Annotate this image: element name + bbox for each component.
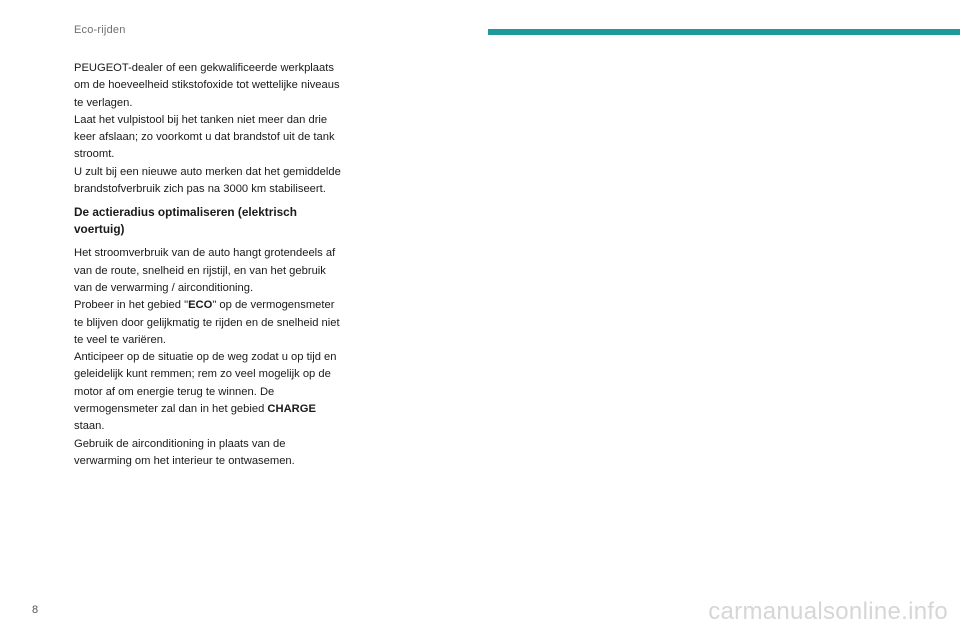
range-paragraph-3 <box>74 349 344 435</box>
intro-paragraph-3: U zult bij een nieuwe auto merken dat het gemiddelde brandstofverbruik zich pas na 3000 km stabiliseert. <box>74 165 341 196</box>
eco-text-after: " op de vermogensmeter te blijven door gelijkmatig te rijden en de snelheid niet te veel te variëren. <box>74 299 340 346</box>
charge-keyword: CHARGE <box>267 403 316 416</box>
range-paragraph-4: Gebruik de airconditioning in plaats van de verwarming om het interieur te ontwasemen. <box>74 437 295 467</box>
charge-text-after: staan. <box>74 420 105 433</box>
range-paragraph-1: Het stroomverbruik van de auto hangt grotendeels af van de route, snelheid en rijstijl, en van het gebruik van de verwarming / airconditioning. <box>74 247 336 294</box>
intro-paragraph-2: Laat het vulpistool bij het tanken niet meer dan drie keer afslaan; zo voorkomt u dat brandstof uit de tank stroomt. <box>74 113 335 161</box>
range-paragraph-2 <box>74 297 344 349</box>
page-number: 8 <box>32 604 39 616</box>
eco-keyword: ECO <box>188 299 213 312</box>
header-accent-bar <box>488 29 960 35</box>
section-heading: De actieradius optimaliseren (elektrisch voertuig) <box>74 205 297 236</box>
intro-paragraph-1: PEUGEOT-dealer of een gekwalificeerde werkplaats om de hoeveelheid stikstofoxide tot wettelijke niveaus te verlagen. <box>74 62 340 109</box>
watermark-logo: carmanualsonline.info <box>708 598 948 625</box>
section-header-title: Eco-rijden <box>74 24 126 36</box>
charge-text-before: Anticipeer op de situatie op de weg zodat u op tijd en geleidelijk kunt remmen; rem zo veel mogelijk op de motor af om energie terug te winnen. De vermogensmeter zal dan in het gebied <box>74 351 337 416</box>
eco-text-before: Probeer in het gebied " <box>74 299 189 312</box>
main-content <box>74 60 344 470</box>
